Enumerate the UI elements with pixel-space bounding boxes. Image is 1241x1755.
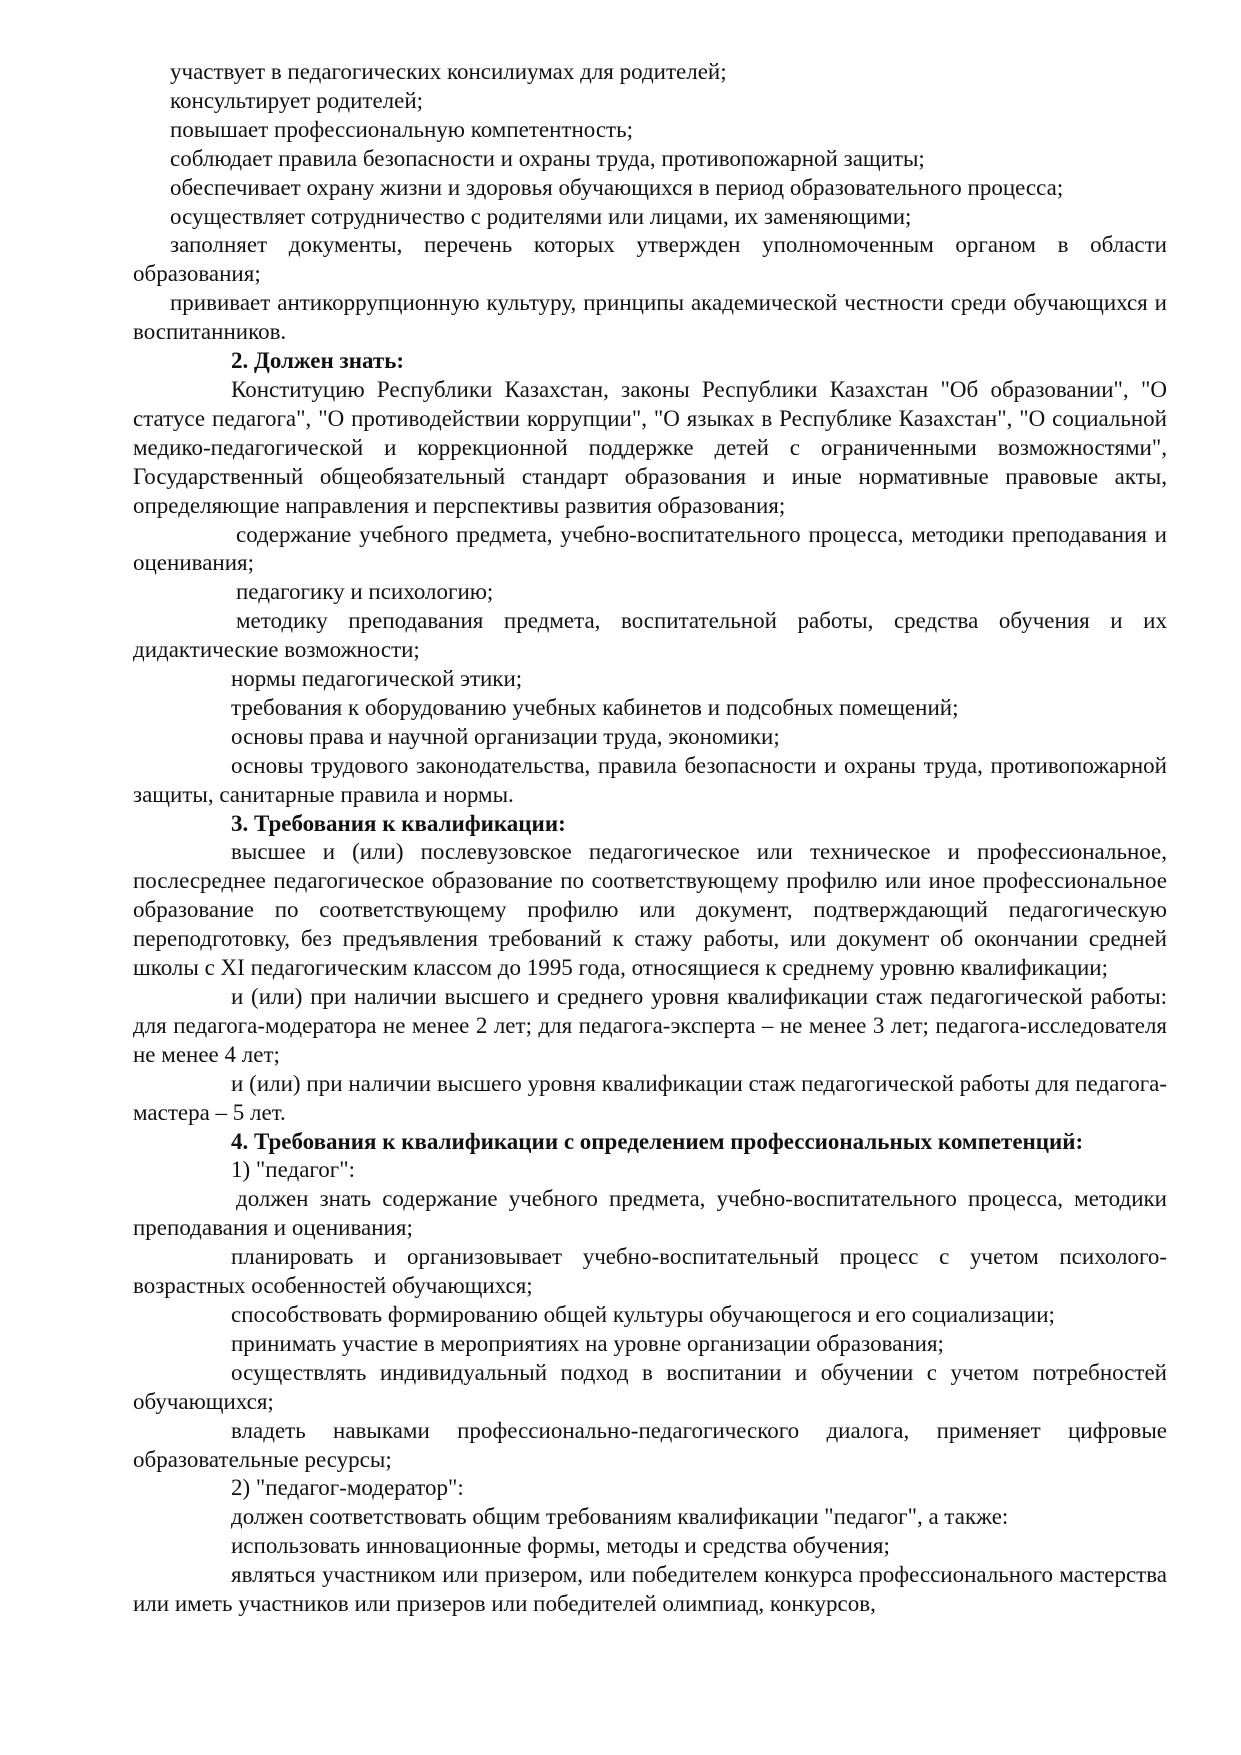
paragraph: 1) "педагог": — [231, 1157, 355, 1183]
paragraph: осуществлять индивидуальный подход в воспитании и обучении с учетом потребностей обучающихся; — [133, 1359, 1167, 1414]
paragraph: и (или) при наличии высшего уровня квалификации стаж педагогической работы для педагога-мастера – 5 лет. — [133, 1070, 1167, 1125]
paragraph: обеспечивает охрану жизни и здоровья обучающихся в период образовательного процесса; — [170, 174, 1064, 200]
paragraph: принимать участие в мероприятиях на уровне организации образования; — [231, 1330, 944, 1356]
paragraph: основы трудового законодательства, правила безопасности и охраны труда, противопожарной защиты, санитарные правила и нормы. — [133, 752, 1167, 807]
paragraph: владеть навыками профессионально-педагогического диалога, применяет цифровые образовательные ресурсы; — [133, 1417, 1167, 1472]
paragraph: планировать и организовывает учебно-воспитательный процесс с учетом психолого-возрастных особенностей обучающихся; — [133, 1244, 1167, 1299]
paragraph: требования к оборудованию учебных кабинетов и подсобных помещений; — [231, 694, 959, 720]
paragraph: 2) "педагог-модератор": — [231, 1475, 464, 1501]
section-heading: 3. Требования к квалификации: — [231, 810, 566, 836]
paragraph: осуществляет сотрудничество с родителями или лицами, их заменяющими; — [170, 203, 912, 229]
paragraph: должен знать содержание учебного предмета, учебно-воспитательного процесса, методики преподавания и оценивания; — [133, 1186, 1167, 1241]
paragraph: способствовать формированию общей культуры обучающегося и его социализации; — [231, 1301, 1055, 1327]
paragraph: основы права и научной организации труда, экономики; — [231, 723, 780, 749]
section-heading: 2. Должен знать: — [231, 348, 405, 374]
paragraph: соблюдает правила безопасности и охраны труда, противопожарной защиты; — [170, 145, 925, 171]
paragraph: повышает профессиональную компетентность; — [170, 116, 633, 142]
paragraph: заполняет документы, перечень которых утвержден уполномоченным органом в области образования; — [133, 232, 1167, 287]
paragraph: прививает антикоррупционную культуру, принципы академической честности среди обучающихся и воспитанников. — [133, 290, 1167, 345]
paragraph: нормы педагогической этики; — [231, 666, 523, 692]
paragraph: консультирует родителей; — [170, 87, 424, 113]
paragraph: педагогику и психологию; — [236, 579, 494, 605]
paragraph: и (или) при наличии высшего и среднего уровня квалификации стаж педагогической работы: для педагога-модератора не менее 2 лет; для педагога-эксперта – не менее 3 лет; педагога-исследователя не менее 4 лет; — [133, 984, 1167, 1067]
paragraph: высшее и (или) послевузовское педагогическое или техническое и профессиональное, послесреднее педагогическое образование по соответствующему профилю или иное профессиональное образование по соответствующему профилю или документ, подтверждающий педагогическую переподготовку, без предъявления требований к стажу работы, или документ об окончании средней школы с XI педагогическим классом до 1995 года, относящиеся к среднему уровню квалификации; — [133, 839, 1167, 981]
paragraph: должен соответствовать общим требованиям квалификации "педагог", а также: — [231, 1504, 1009, 1530]
section-heading: 4. Требования к квалификации с определением профессиональных компетенций: — [231, 1128, 1084, 1154]
paragraph: содержание учебного предмета, учебно-воспитательного процесса, методики преподавания и оценивания; — [133, 521, 1167, 576]
paragraph: использовать инновационные формы, методы и средства обучения; — [231, 1533, 890, 1559]
document-body — [133, 58, 1167, 1619]
paragraph: методику преподавания предмета, воспитательной работы, средства обучения и их дидактические возможности; — [133, 608, 1167, 663]
paragraph: Конституцию Республики Казахстан, законы Республики Казахстан "Об образовании", "О статусе педагога", "О противодействии коррупции", "О языках в Республике Казахстан", "О социальной медико-педагогической и коррекционной поддержке детей с ограниченными возможностями", Государственный общеобязательный стандарт образования и иные нормативные правовые акты, определяющие направления и перспективы развития образования; — [133, 376, 1167, 518]
paragraph: участвует в педагогических консилиумах для родителей; — [170, 59, 727, 84]
paragraph: являться участником или призером, или победителем конкурса профессионального мастерства или иметь участников или призеров или победителей олимпиад, конкурсов, — [133, 1562, 1167, 1617]
